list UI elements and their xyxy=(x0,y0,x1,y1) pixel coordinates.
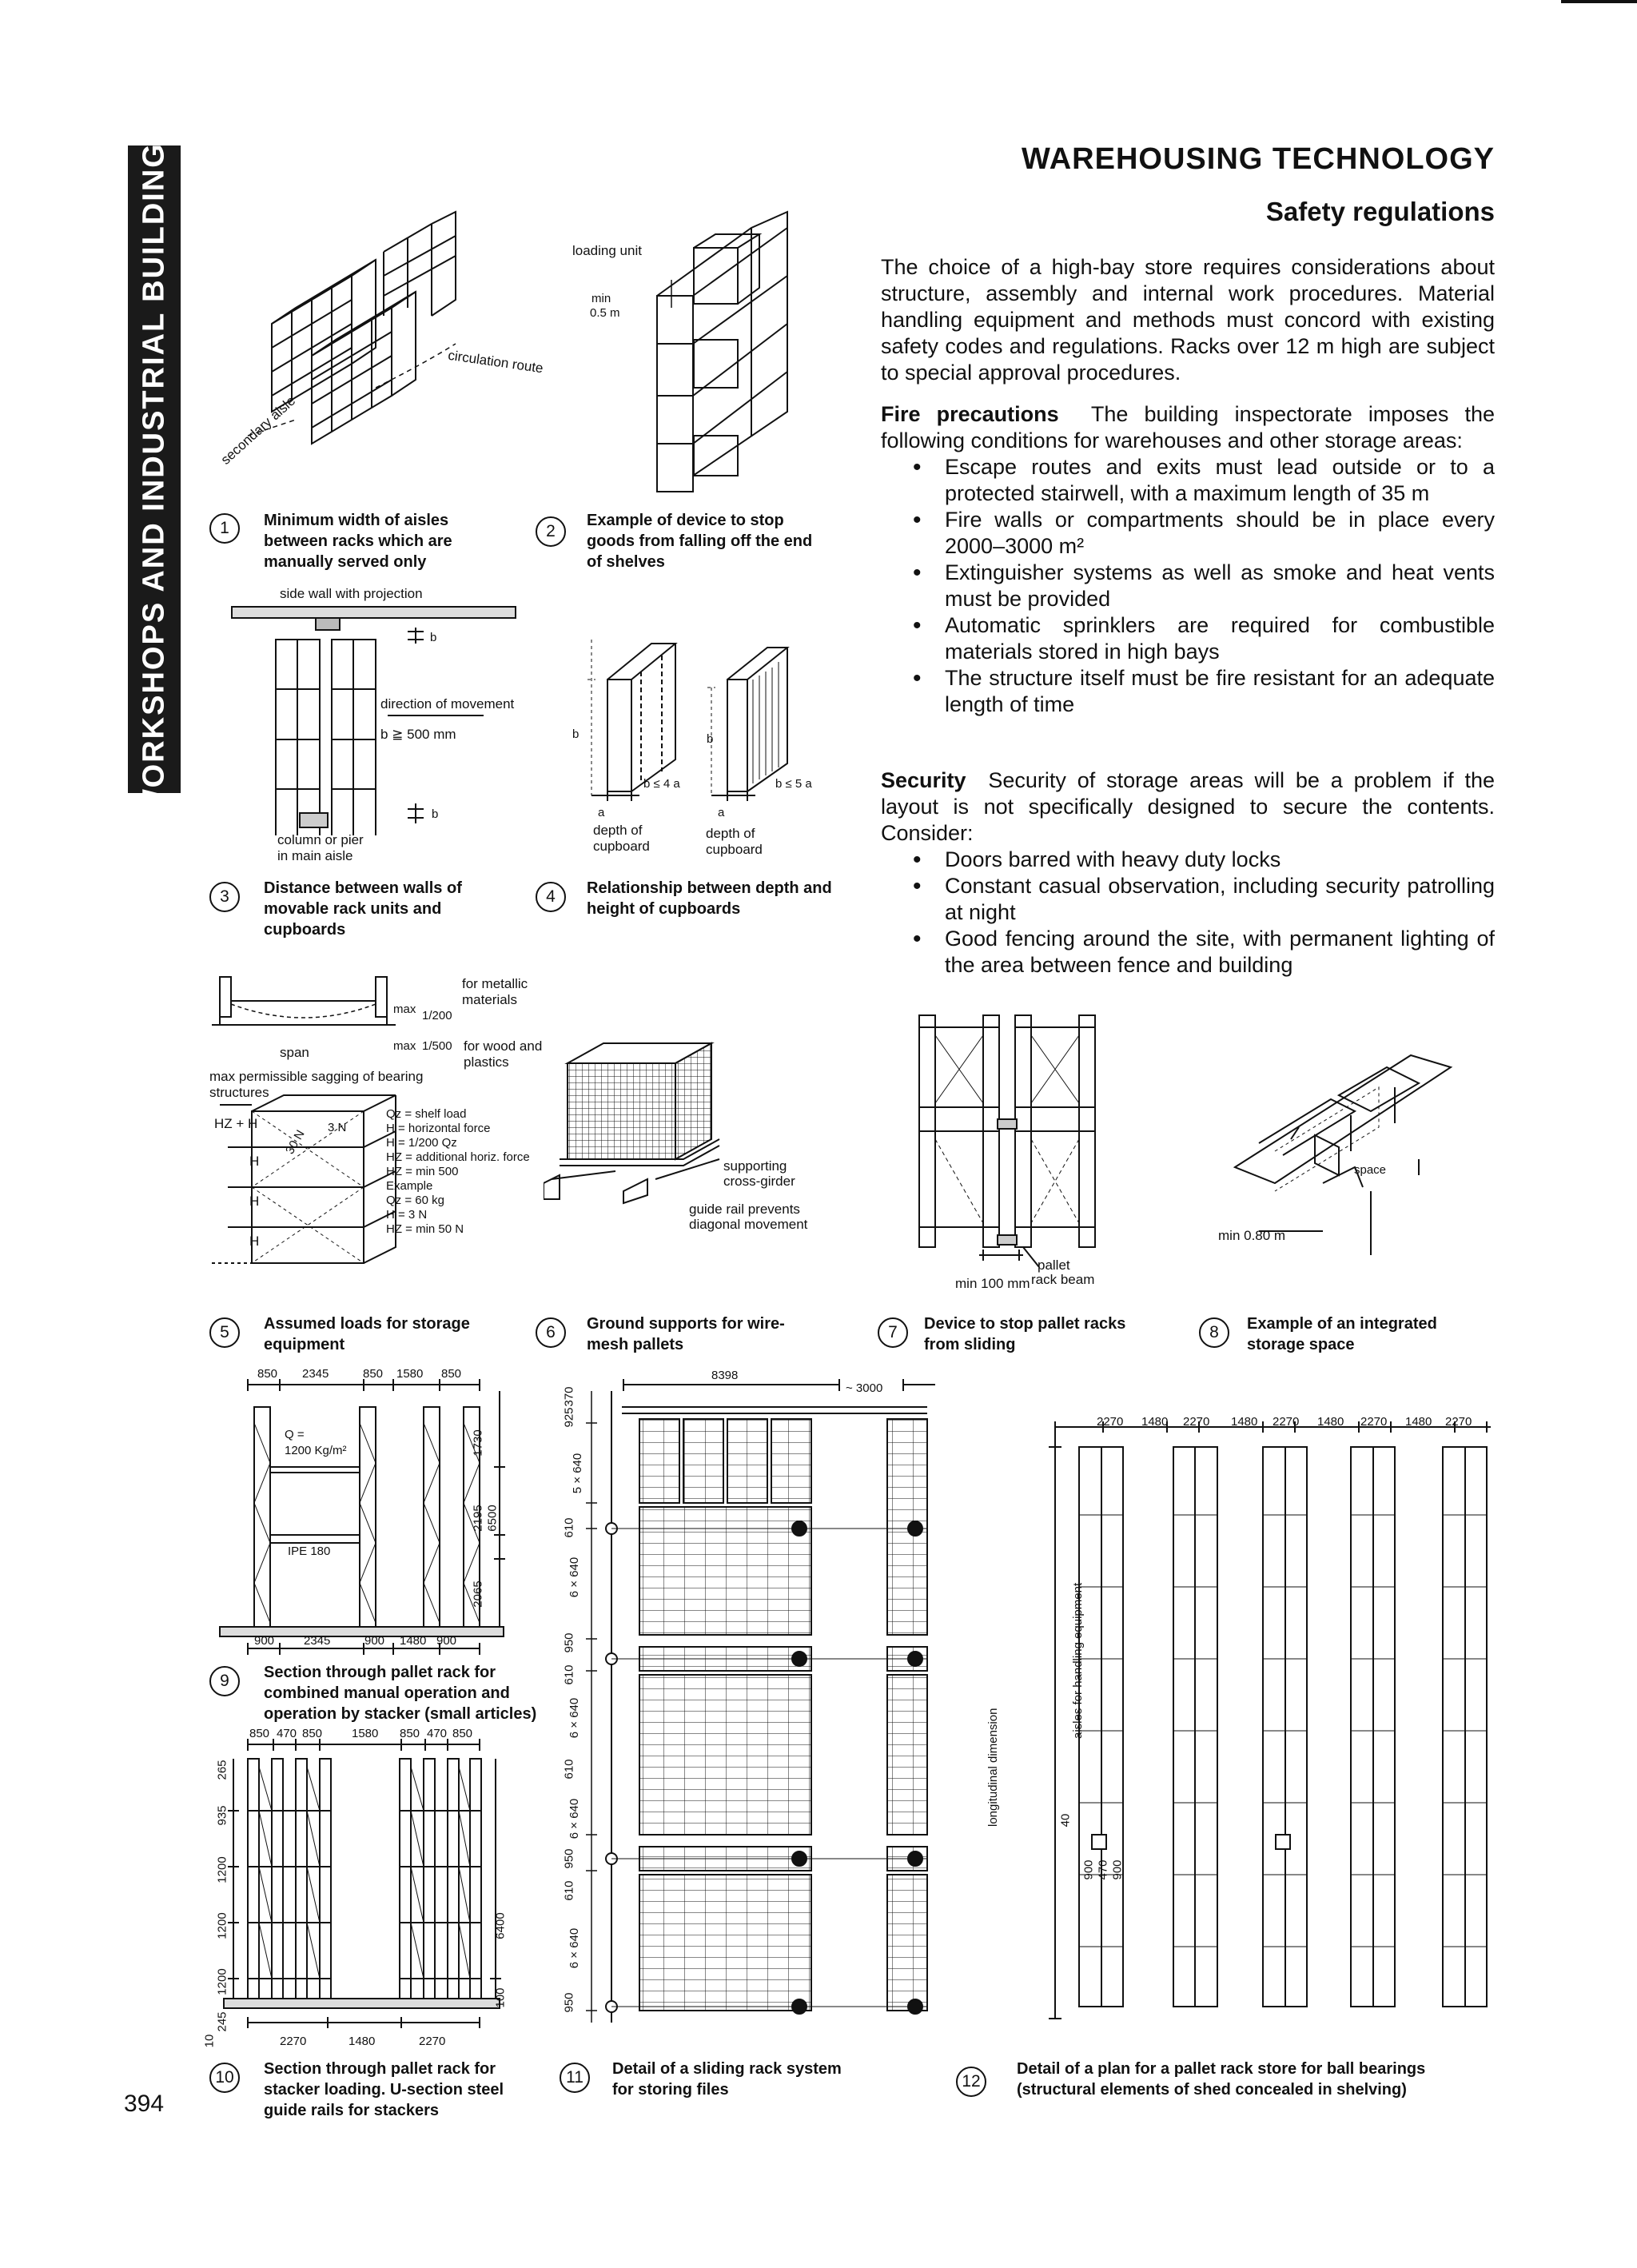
f5-legend xyxy=(386,1107,530,1237)
f10-right-1: 100 xyxy=(493,1987,508,2008)
f10-bottom-0: 2270 xyxy=(280,2035,307,2048)
f12-40: 40 xyxy=(1058,1813,1073,1828)
f7-rack-beam: rack beam xyxy=(1031,1272,1095,1287)
f10-top-0: 850 xyxy=(249,1727,270,1740)
f5-h-2: H xyxy=(249,1194,260,1209)
caption-7: Device to stop pallet racks from sliding xyxy=(924,1315,1126,1353)
fire-item: • Extinguisher systems as well as smoke and heat vents must be provided xyxy=(881,560,1495,612)
f11-left-13: 950 xyxy=(562,1992,576,2013)
f12-900-0: 900 xyxy=(1081,1859,1096,1880)
figure-10-drawing xyxy=(216,1735,520,2051)
f1-secondary-label: secondary aisle xyxy=(217,393,299,468)
fire-item: • Fire walls or compartments should be in place every 2000–3000 m² xyxy=(881,507,1495,560)
f10-left-6: 10 xyxy=(202,2034,217,2048)
caption-8-number: 8 xyxy=(1199,1317,1229,1348)
security-lead xyxy=(881,767,1495,847)
f11-left-1: 370 xyxy=(562,1386,576,1407)
f5-legend-line: H = horizontal force xyxy=(386,1122,491,1135)
f11-left-5: 950 xyxy=(562,1632,576,1653)
caption-5-number: 5 xyxy=(209,1317,240,1348)
f5-span: span xyxy=(280,1045,309,1060)
f5-frac-2: 1/500 xyxy=(422,1039,452,1053)
f5-sagging-2: structures xyxy=(209,1085,269,1100)
f12-top-2: 2270 xyxy=(1183,1415,1210,1429)
f3-sidewall-label: side wall with projection xyxy=(280,586,423,601)
f2-min-label: min xyxy=(591,292,611,305)
f12-long-text: longitudinal dimension xyxy=(986,1708,1000,1827)
f3-b-rule: b ≧ 500 mm xyxy=(380,727,456,742)
f12-top-8: 2270 xyxy=(1445,1415,1472,1429)
f4-ratio-2: b ≤ 5 a xyxy=(775,777,812,791)
f4-depth-2: depth of xyxy=(706,826,755,841)
f12-top-0: 2270 xyxy=(1097,1415,1124,1429)
f11-left-12: 6 × 640 xyxy=(568,1927,582,1969)
f11-left-8: 610 xyxy=(562,1759,576,1780)
security-item: • Doors barred with heavy duty locks xyxy=(881,847,1495,873)
f5-max-2: max xyxy=(393,1039,416,1053)
f5-legend-line: HZ = min 500 xyxy=(386,1165,459,1178)
f3-direction-label: direction of movement xyxy=(380,696,515,711)
section-side-tab-label: WORKSHOPS AND INDUSTRIAL BUILDINGS xyxy=(137,120,171,819)
caption-12: Detail of a plan for a pallet rack store for ball bearings (structural elements of shed concealed in shelving) xyxy=(1017,2060,1426,2099)
f9-top-4: 850 xyxy=(441,1367,462,1381)
f12-aisles-text: aisles for handling equipment xyxy=(1071,1582,1085,1739)
fire-item: • Automatic sprinklers are required for combustible materials stored in high bays xyxy=(881,612,1495,665)
fire-lead-text: The building inspectorate imposes the following conditions for warehouses and other storage areas: xyxy=(881,402,1495,452)
f3-column-label-2: in main aisle xyxy=(277,848,353,863)
f11-left-0: 925 xyxy=(562,1407,576,1428)
f10-left-3: 1200 xyxy=(215,1912,229,1939)
security-heading: Security xyxy=(881,768,966,792)
f5-wood-2: plastics xyxy=(464,1054,509,1070)
f4-ratio-1: b ≤ 4 a xyxy=(643,777,680,791)
intro-paragraph: The choice of a high-bay store requires considerations about structure, assembly and internal work procedures. Material handling equipment and methods must concord with existing safety codes and regulations. Racks over 12 m high are subject to special approval procedures. xyxy=(881,255,1495,385)
f9-right-0: 1730 xyxy=(471,1429,485,1457)
caption-8: Example of an integrated storage space xyxy=(1247,1315,1437,1353)
f10-left-0: 265 xyxy=(215,1760,229,1780)
f12-900-1: 470 xyxy=(1096,1859,1110,1880)
f5-h-1: H xyxy=(249,1154,260,1169)
security-section xyxy=(881,767,1495,979)
f5-hz-h: HZ + H xyxy=(214,1116,258,1131)
f11-left-7: 6 × 640 xyxy=(568,1697,582,1739)
f6-support: supporting xyxy=(723,1158,787,1174)
f9-right-1: 2195 xyxy=(471,1505,485,1532)
f9-right-2: 6500 xyxy=(485,1505,500,1532)
f5-3n: 3 N xyxy=(328,1121,347,1134)
fire-item: • Escape routes and exits must lead outside or to a protected stairwell, with a maximum length of 35 m xyxy=(881,454,1495,507)
fire-item: • The structure itself must be fire resistant for an adequate length of time xyxy=(881,665,1495,718)
caption-4: Relationship between depth and height of cupboards xyxy=(587,879,832,918)
f9-top-1: 2345 xyxy=(302,1367,329,1381)
fire-heading: Fire precautions xyxy=(881,402,1059,426)
f9-bottom-1: 2345 xyxy=(304,1634,331,1648)
figure-6-drawing xyxy=(544,1031,735,1215)
security-item: • Good fencing around the site, with permanent lighting of the area between fence and building xyxy=(881,926,1495,979)
figure-3-drawing xyxy=(228,604,532,835)
f4-depth-1: depth of xyxy=(593,823,643,838)
f9-top-0: 850 xyxy=(257,1367,278,1381)
f9-top-2: 850 xyxy=(363,1367,384,1381)
f4-b1: b xyxy=(572,727,580,741)
f2-loading-label: loading unit xyxy=(572,243,642,258)
f10-left-5: 245 xyxy=(215,2011,229,2032)
f11-left-6: 610 xyxy=(562,1664,576,1685)
f11-left-4: 6 × 640 xyxy=(568,1557,582,1598)
f7-pallet: pallet xyxy=(1038,1258,1070,1273)
f5-legend-line: Qz = 60 kg xyxy=(386,1194,444,1207)
caption-3: Distance between walls of movable rack units and cupboards xyxy=(264,879,462,939)
f5-h-3: H xyxy=(249,1234,260,1249)
f5-metal-2: materials xyxy=(462,992,517,1007)
f12-top-7: 1480 xyxy=(1405,1415,1432,1429)
f3-column-label: column or pier xyxy=(277,832,364,847)
f10-bottom-1: 1480 xyxy=(349,2035,376,2048)
f10-left-4: 1200 xyxy=(215,1968,229,1995)
f12-top-5: 1480 xyxy=(1317,1415,1344,1429)
f6-guide: guide rail prevents xyxy=(689,1202,800,1217)
caption-2-number: 2 xyxy=(536,516,566,547)
f10-right-0: 6400 xyxy=(493,1912,508,1939)
f10-top-6: 850 xyxy=(452,1727,473,1740)
f10-top-1: 470 xyxy=(277,1727,297,1740)
f4-a1: a xyxy=(598,806,605,819)
f5-wood: for wood and xyxy=(464,1038,543,1054)
f11-left-3: 610 xyxy=(562,1517,576,1538)
f5-max-1: max xyxy=(393,1002,416,1016)
section-side-tab xyxy=(128,120,181,819)
f10-top-2: 850 xyxy=(302,1727,323,1740)
f3-b-top: b xyxy=(430,631,437,644)
f9-q: Q = xyxy=(285,1428,305,1441)
f8-min: min 0.80 m xyxy=(1218,1228,1286,1243)
caption-11: Detail of a sliding rack system for storing files xyxy=(612,2060,842,2099)
f9-right-3: 2065 xyxy=(471,1580,485,1608)
security-list xyxy=(881,847,1495,979)
f6-guide-2: diagonal movement xyxy=(689,1217,808,1232)
security-lead-text: Security of storage areas will be a problem if the layout is not specifically designed to secure the contents. Consider: xyxy=(881,768,1495,845)
f9-q2: 1200 Kg/m² xyxy=(285,1444,347,1457)
f11-left-10: 950 xyxy=(562,1848,576,1869)
f5-30n: 30 N xyxy=(283,1127,308,1157)
caption-10-number: 10 xyxy=(209,2063,240,2093)
f5-frac-1: 1/200 xyxy=(422,1009,452,1022)
f5-legend-line: Example xyxy=(386,1179,433,1193)
top-rule xyxy=(1561,0,1637,3)
caption-12-number: 12 xyxy=(956,2067,986,2097)
f1-circulation-label: circulation route xyxy=(447,347,544,377)
caption-1: Minimum width of aisles between racks which are manually served only xyxy=(264,512,452,571)
f10-left-1: 935 xyxy=(215,1805,229,1826)
caption-9: Section through pallet rack for combined manual operation and operation by stacker (small articles) xyxy=(264,1664,537,1723)
caption-5: Assumed loads for storage equipment xyxy=(264,1315,470,1353)
f11-top: 8398 xyxy=(711,1369,739,1382)
f4-a2: a xyxy=(718,806,725,819)
f3-b-bottom: b xyxy=(432,807,439,821)
fire-list xyxy=(881,454,1495,718)
caption-6: Ground supports for wire-mesh pallets xyxy=(587,1315,785,1353)
f5-sagging: max permissible sagging of bearing xyxy=(209,1069,424,1084)
fire-lead xyxy=(881,401,1495,454)
f5-legend-line: H = 3 N xyxy=(386,1208,428,1222)
f5-legend-line: HZ = additional horiz. force xyxy=(386,1150,530,1164)
f11-left-9: 6 × 640 xyxy=(568,1798,582,1840)
f4-depth-1b: cupboard xyxy=(593,839,650,854)
f10-top-4: 850 xyxy=(400,1727,420,1740)
figure-12-drawing xyxy=(1031,1419,1495,2035)
f9-top-3: 1580 xyxy=(396,1367,424,1381)
caption-9-number: 9 xyxy=(209,1666,240,1696)
f9-bottom-0: 900 xyxy=(254,1634,275,1648)
f6-support-2: cross-girder xyxy=(723,1174,795,1189)
fire-section xyxy=(881,401,1495,718)
f12-900-2: 900 xyxy=(1110,1859,1125,1880)
f7-min: min 100 mm xyxy=(955,1276,1030,1291)
f12-top-3: 1480 xyxy=(1231,1415,1258,1429)
security-item: • Constant casual observation, including security patrolling at night xyxy=(881,873,1495,926)
caption-2: Example of device to stop goods from falling off the end of shelves xyxy=(587,512,813,571)
page-number: 394 xyxy=(124,2091,165,2117)
caption-7-number: 7 xyxy=(878,1317,908,1348)
f12-top-6: 2270 xyxy=(1360,1415,1388,1429)
f9-bottom-2: 900 xyxy=(364,1634,385,1648)
caption-1-number: 1 xyxy=(209,513,240,544)
f11-left-2: 5 × 640 xyxy=(571,1453,585,1494)
caption-10: Section through pallet rack for stacker loading. U-section steel guide rails for stackers xyxy=(264,2060,504,2119)
f5-legend-line: HZ = min 50 N xyxy=(386,1222,464,1236)
figure-11-drawing xyxy=(560,1375,935,2031)
f9-bottom-3: 1480 xyxy=(400,1634,427,1648)
figure-2-drawing xyxy=(615,204,839,500)
f12-top-1: 1480 xyxy=(1141,1415,1169,1429)
f5-legend-line: Qz = shelf load xyxy=(386,1107,467,1121)
page-subtitle: Safety regulations xyxy=(1265,197,1495,226)
f8-space: space xyxy=(1354,1163,1387,1177)
f9-bottom-4: 900 xyxy=(436,1634,457,1648)
f4-b2: b xyxy=(707,732,714,746)
f10-top-3: 1580 xyxy=(352,1727,379,1740)
figure-7-drawing xyxy=(911,1011,1119,1267)
caption-11-number: 11 xyxy=(560,2063,590,2093)
f9-ipe: IPE 180 xyxy=(288,1545,331,1558)
caption-4-number: 4 xyxy=(536,882,566,912)
f12-top-4: 2270 xyxy=(1273,1415,1300,1429)
f11-gap: ~ 3000 xyxy=(846,1381,883,1395)
f10-top-5: 470 xyxy=(427,1727,448,1740)
caption-6-number: 6 xyxy=(536,1317,566,1348)
f11-left-11: 610 xyxy=(562,1880,576,1901)
f5-legend-line: H = 1/200 Qz xyxy=(386,1136,457,1150)
page-title: WAREHOUSING TECHNOLOGY xyxy=(1021,142,1495,176)
f10-left-2: 1200 xyxy=(215,1856,229,1883)
f10-bottom-2: 2270 xyxy=(419,2035,446,2048)
f5-metal: for metallic xyxy=(462,976,528,991)
caption-3-number: 3 xyxy=(209,882,240,912)
f2-min-value: 0.5 m xyxy=(590,306,620,320)
f4-depth-2b: cupboard xyxy=(706,842,763,857)
